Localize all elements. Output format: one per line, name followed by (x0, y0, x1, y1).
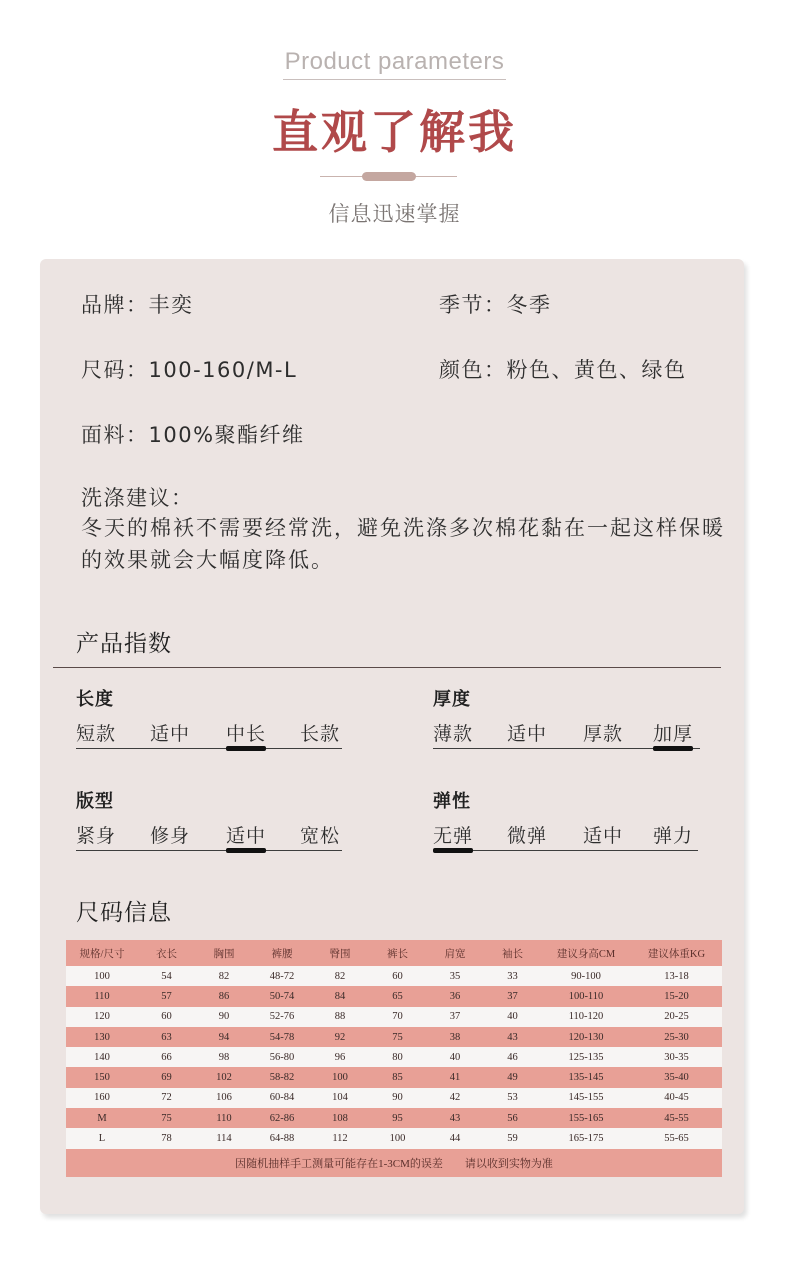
table-cell: 63 (161, 1031, 172, 1043)
table-cell: 41 (449, 1072, 461, 1084)
table-cell: 108 (332, 1112, 348, 1124)
table-cell: 30-35 (664, 1051, 689, 1063)
table-header-cell: 肩宽 (444, 948, 466, 960)
table-cell: 100-110 (568, 990, 604, 1002)
table-cell: 165-175 (568, 1133, 604, 1145)
index-option: 适中 (507, 723, 548, 745)
table-cell: 38 (449, 1031, 461, 1043)
table-cell: 44 (449, 1133, 461, 1145)
table-header-cell: 建议体重KG (647, 948, 706, 960)
table-cell: 66 (161, 1051, 172, 1063)
table-cell: 78 (161, 1133, 172, 1145)
selected-marker (226, 848, 266, 853)
table-cell: 58-82 (269, 1072, 295, 1084)
table-cell: 42 (449, 1092, 461, 1104)
table-cell: 95 (392, 1112, 403, 1124)
index-option: 微弹 (507, 825, 548, 847)
table-cell: 112 (332, 1133, 348, 1145)
table-row (66, 1067, 722, 1087)
table-cell: 40 (507, 1011, 518, 1023)
index-option: 适中 (150, 723, 191, 745)
table-cell: 145-155 (568, 1092, 604, 1104)
fabric-info: 面料：100%聚酯纤维 (81, 423, 305, 447)
table-cell: 20-25 (664, 1011, 689, 1023)
index-option: 薄款 (433, 723, 474, 745)
table-row (66, 966, 722, 986)
wash-label: 洗涤建议： (81, 486, 194, 510)
table-cell: 80 (392, 1051, 403, 1063)
table-cell: 55-65 (664, 1133, 689, 1145)
table-cell: 110-120 (568, 1011, 604, 1023)
index-option: 短款 (76, 723, 117, 745)
brand-info: 品牌：丰奕 (81, 293, 194, 317)
index-option: 修身 (150, 825, 191, 847)
selected-marker (226, 746, 266, 751)
table-cell: 96 (334, 1051, 346, 1063)
table-cell: 110 (94, 990, 110, 1002)
index-scale (76, 719, 342, 749)
table-row (66, 1027, 722, 1047)
index-scale (76, 821, 342, 851)
wash-advice-text: 冬天的棉袄不需要经常洗，避免洗涤多次棉花黏在一起这样保暖的效果就会大幅度降低。 (81, 516, 725, 572)
table-cell: 15-20 (664, 990, 689, 1002)
table-footnote: 因随机抽样手工测量可能存在1-3CM的误差 请以收到实物为准 (235, 1157, 553, 1170)
index-option-selected: 适中 (226, 825, 267, 847)
table-cell: 98 (218, 1051, 230, 1063)
index-scale (433, 719, 700, 749)
table-cell: 13-18 (664, 970, 689, 982)
table-cell: 120-130 (568, 1031, 604, 1043)
table-cell: 114 (216, 1133, 232, 1145)
index-group-title: 版型 (76, 791, 114, 812)
index-option: 弹力 (653, 825, 694, 847)
table-cell: 84 (334, 990, 346, 1002)
product-index-title: 产品指数 (76, 631, 172, 657)
size-info-title: 尺码信息 (76, 900, 172, 926)
table-cell: 94 (218, 1031, 230, 1043)
table-cell: 90 (392, 1092, 403, 1104)
table-cell: 54-78 (269, 1031, 295, 1043)
table-cell: 155-165 (568, 1112, 604, 1124)
table-cell: 100 (332, 1072, 348, 1084)
table-cell: 60 (392, 970, 403, 982)
size-range-info: 尺码：100-160/M-L (81, 358, 298, 382)
index-option-selected: 中长 (226, 723, 267, 745)
english-title-text: Product parameters (283, 48, 507, 80)
table-cell: 35-40 (664, 1072, 689, 1084)
table-cell: 56 (507, 1112, 518, 1124)
color-info: 颜色：粉色、黄色、绿色 (439, 358, 687, 382)
table-header (66, 940, 722, 966)
selected-marker (433, 848, 473, 853)
table-cell: 110 (216, 1112, 232, 1124)
table-header-cell: 胸围 (213, 948, 235, 960)
table-cell: 90-100 (571, 970, 601, 982)
table-cell: 60-84 (269, 1092, 295, 1104)
table-header-cell: 袖长 (502, 948, 523, 960)
table-cell: 64-88 (269, 1133, 295, 1145)
table-cell: 69 (161, 1072, 172, 1084)
table-cell: 160 (94, 1092, 110, 1104)
table-cell: 75 (161, 1112, 172, 1124)
table-cell: 25-30 (664, 1031, 689, 1043)
table-cell: 53 (507, 1092, 518, 1104)
table-cell: 85 (392, 1072, 403, 1084)
table-cell: 130 (94, 1031, 110, 1043)
index-option: 长款 (300, 723, 341, 745)
table-header-cell: 裤腰 (271, 948, 293, 960)
product-index-divider (53, 667, 721, 668)
table-cell: 100 (389, 1133, 406, 1145)
table-cell: 37 (507, 990, 518, 1002)
table-row (66, 1108, 722, 1128)
table-cell: 120 (94, 1011, 110, 1023)
table-cell: 52-76 (269, 1011, 295, 1023)
index-option: 厚款 (583, 723, 624, 745)
table-cell: 70 (392, 1011, 403, 1023)
index-group-title: 长度 (76, 689, 114, 710)
table-row (66, 1088, 722, 1108)
table-header-cell: 臀围 (329, 948, 351, 960)
index-option: 紧身 (76, 825, 117, 847)
table-cell: 59 (507, 1133, 518, 1145)
table-cell: 82 (334, 970, 346, 982)
table-row (66, 986, 722, 1006)
table-cell: 40 (449, 1051, 461, 1063)
table-cell: 54 (161, 970, 172, 982)
index-option: 适中 (583, 825, 624, 847)
table-cell: 37 (449, 1011, 461, 1023)
table-cell: 100 (94, 970, 110, 982)
table-cell: 92 (334, 1031, 346, 1043)
index-option-selected: 加厚 (653, 723, 694, 745)
section-title: 直观了解我 (272, 105, 517, 159)
table-header-cell: 裤长 (387, 948, 408, 960)
table-cell: 150 (94, 1072, 110, 1084)
table-cell: 135-145 (568, 1072, 604, 1084)
table-cell: 50-74 (269, 990, 295, 1002)
table-cell: 75 (392, 1031, 403, 1043)
table-cell: M (97, 1112, 107, 1124)
table-cell: 82 (218, 970, 230, 982)
table-cell: 102 (216, 1072, 232, 1084)
table-header-cell: 建议身高CM (556, 948, 616, 960)
table-cell: 104 (332, 1092, 348, 1104)
table-cell: 65 (392, 990, 403, 1002)
table-cell: 57 (161, 990, 172, 1002)
index-group-title: 弹性 (433, 791, 471, 812)
table-cell: 48-72 (269, 970, 295, 982)
table-cell: 49 (507, 1072, 518, 1084)
index-option: 宽松 (300, 825, 341, 847)
table-cell: 88 (334, 1011, 346, 1023)
table-cell: 125-135 (568, 1051, 604, 1063)
section-english-title (0, 48, 789, 80)
table-row (66, 1007, 722, 1027)
table-header-cell: 规格/尺寸 (79, 948, 125, 960)
table-cell: 62-86 (269, 1112, 295, 1124)
table-cell: 72 (161, 1092, 172, 1104)
title-divider-pill (362, 172, 416, 181)
table-cell: 40-45 (664, 1092, 689, 1104)
table-row (66, 1047, 722, 1067)
index-group-title: 厚度 (433, 689, 471, 710)
table-cell: 43 (507, 1031, 518, 1043)
table-cell: 56-80 (269, 1051, 295, 1063)
index-option-selected: 无弹 (433, 825, 474, 847)
index-scale (433, 821, 698, 851)
table-cell: 106 (216, 1092, 232, 1104)
season-info: 季节：冬季 (439, 293, 552, 317)
table-cell: 45-55 (664, 1112, 689, 1124)
table-cell: 140 (94, 1051, 110, 1063)
table-cell: L (98, 1133, 106, 1145)
table-cell: 60 (161, 1011, 172, 1023)
size-table (66, 940, 722, 1177)
table-footnote-row (66, 1149, 722, 1177)
table-cell: 86 (218, 990, 230, 1002)
section-subtitle: 信息迅速掌握 (328, 202, 461, 226)
table-row (66, 1128, 722, 1148)
selected-marker (653, 746, 693, 751)
table-cell: 35 (449, 970, 461, 982)
table-header-cell: 衣长 (156, 948, 177, 960)
table-cell: 33 (507, 970, 518, 982)
table-cell: 46 (507, 1051, 518, 1063)
table-cell: 90 (218, 1011, 230, 1023)
table-cell: 36 (449, 990, 461, 1002)
table-cell: 43 (449, 1112, 461, 1124)
